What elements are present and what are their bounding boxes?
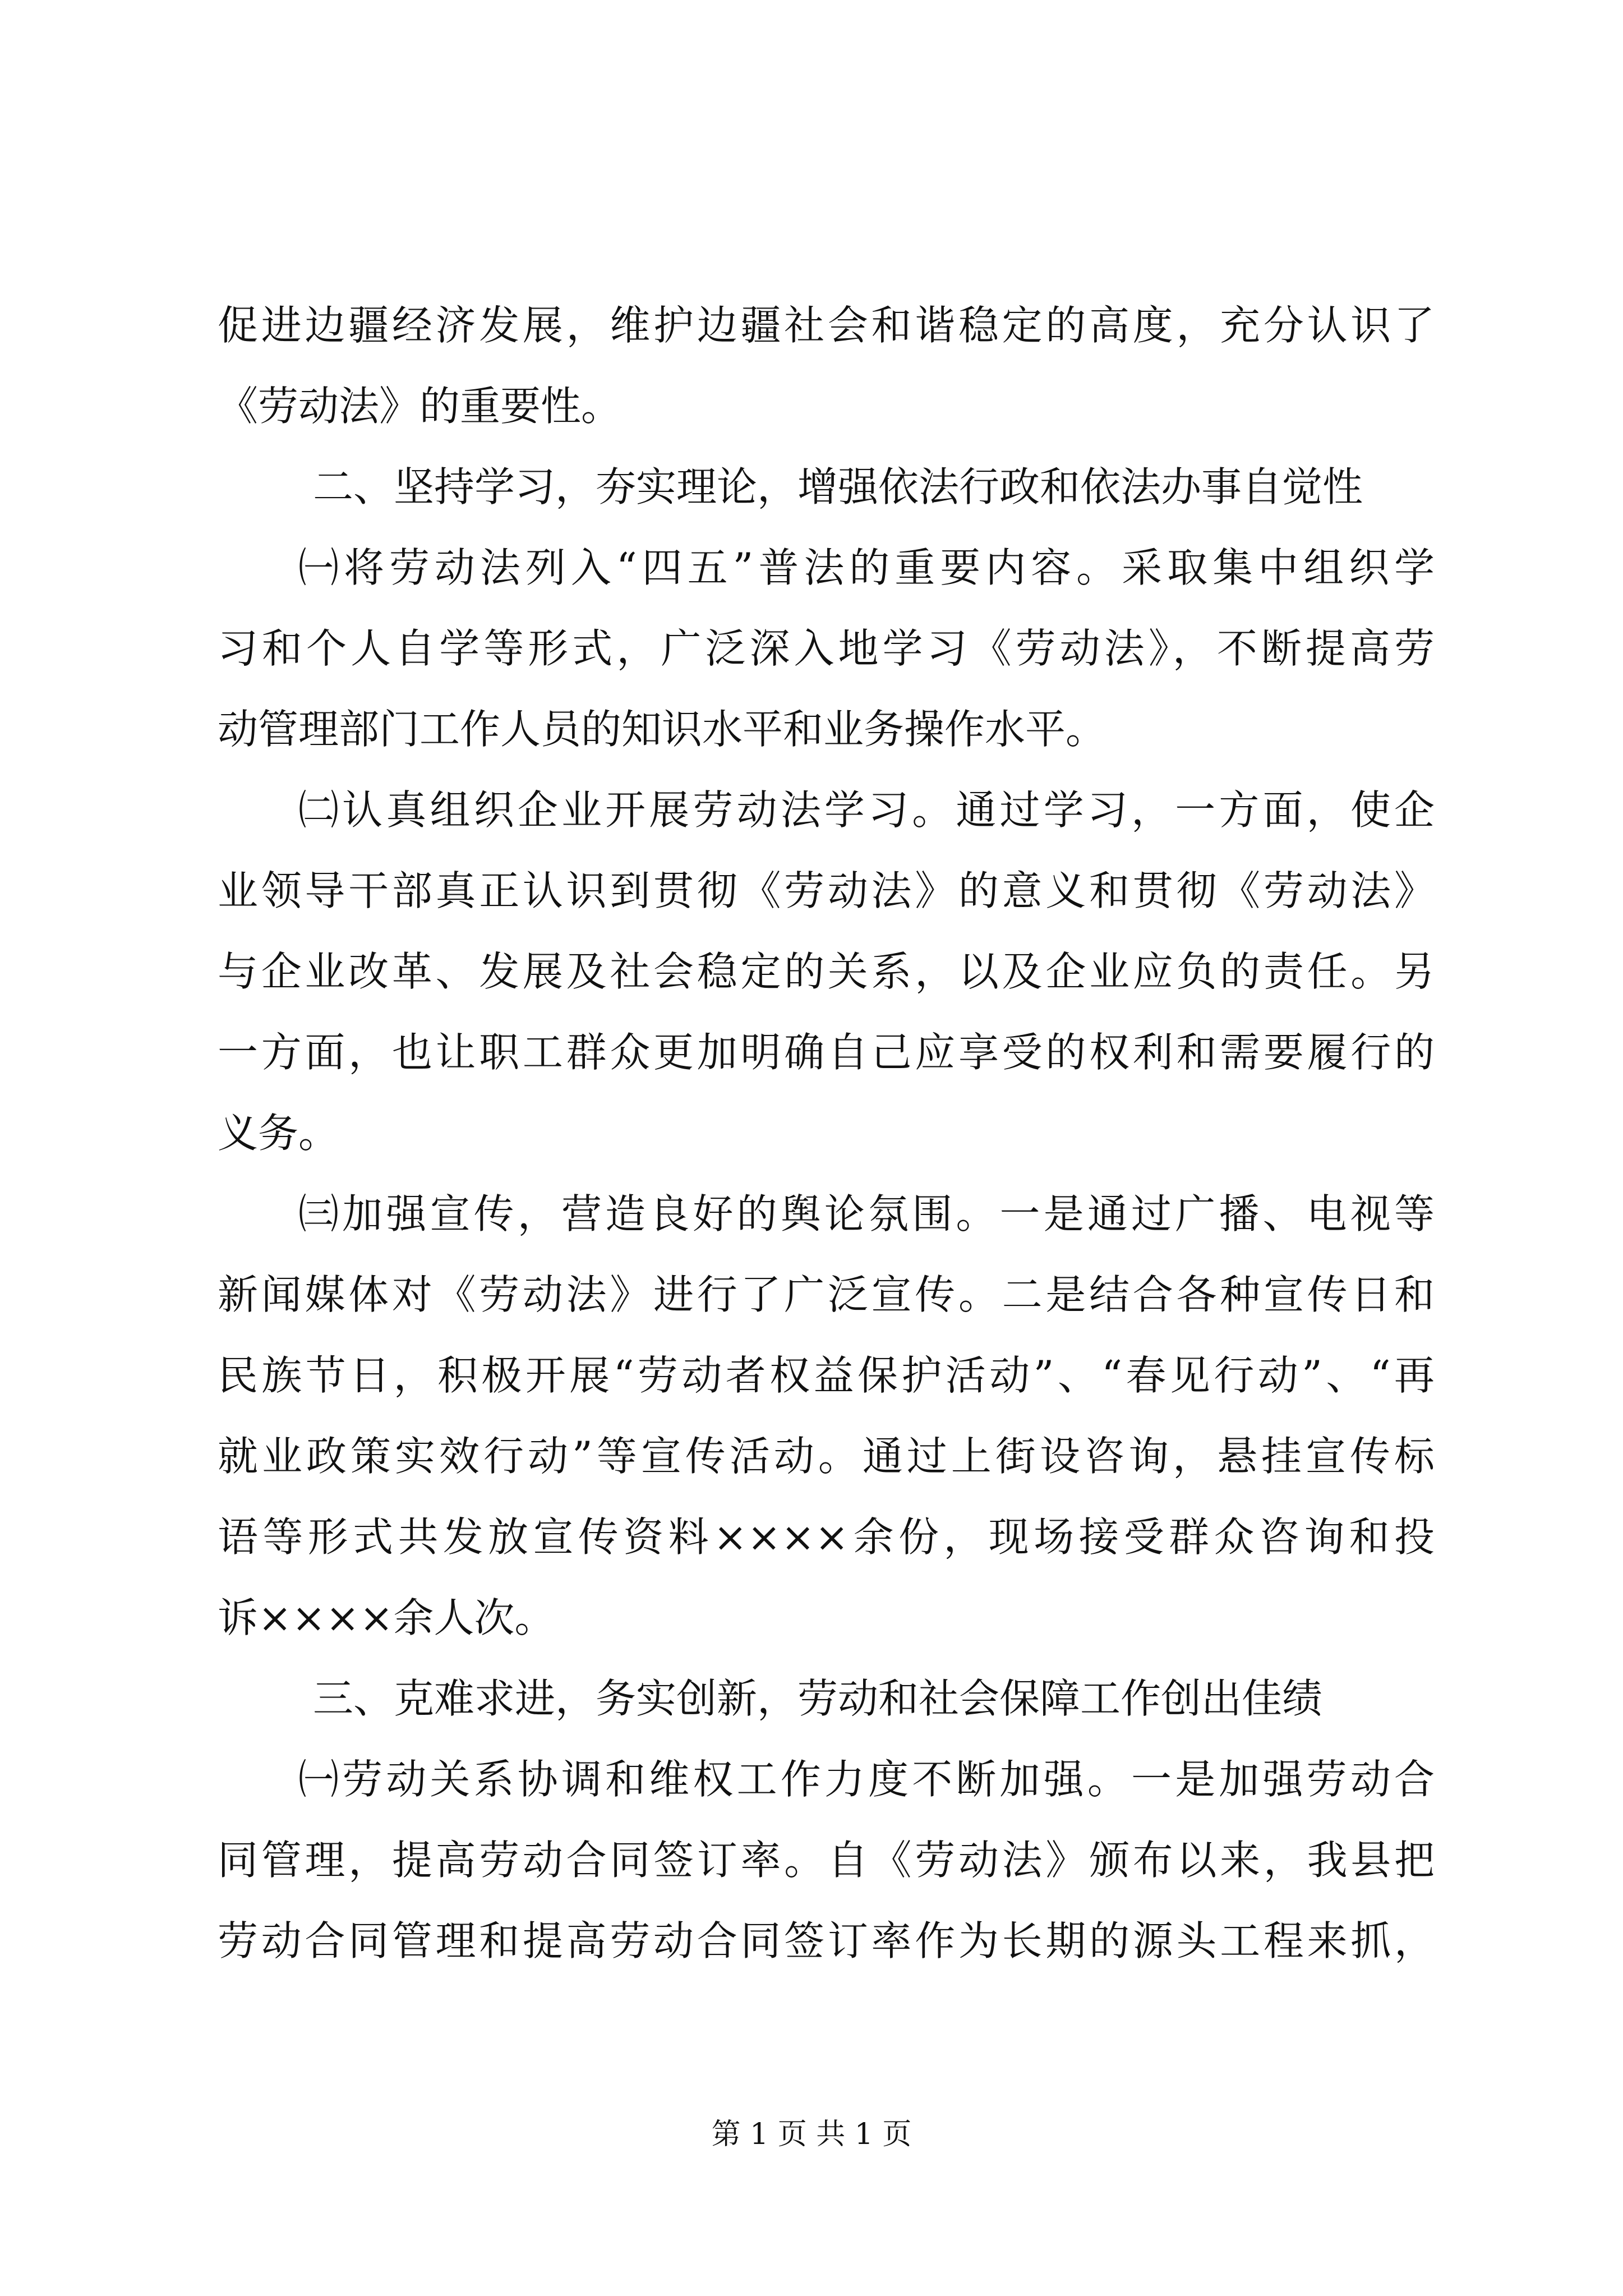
text-line: ㈡认真组织企业开展劳动法学习。通过学习，一方面，使企 [298,786,1435,834]
text-line: 习和个人自学等形式，广泛深入地学习《劳动法》，不断提高劳 [218,625,1435,672]
text-line: 业领导干部真正认识到贯彻《劳动法》的意义和贯彻《劳动法》 [218,867,1435,914]
body-text [218,285,1435,1981]
text-line: 新闻媒体对《劳动法》进行了广泛宣传。二是结合各种宣传日和 [218,1271,1435,1318]
text-line: 语等形式共发放宣传资料××××余份，现场接受群众咨询和投 [218,1513,1435,1561]
text-line: 同管理，提高劳动合同签订率。自《劳动法》颁布以来，我县把 [218,1837,1435,1884]
text-line: 促进边疆经济发展，维护边疆社会和谐稳定的高度，充分认识了 [218,302,1435,349]
text-line: 《劳动法》的重要性。 [218,383,622,430]
text-line: 动管理部门工作人员的知识水平和业务操作水平。 [218,706,1106,753]
text-line: ㈠将劳动法列入“四五”普法的重要内容。采取集中组织学 [298,544,1435,591]
text-line: 民族节日，积极开展“劳动者权益保护活动”、“春见行动”、“再 [218,1352,1435,1399]
text-line: 就业政策实效行动”等宣传活动。通过上街设咨询，悬挂宣传标 [218,1433,1435,1480]
text-line: ㈠劳动关系协调和维权工作力度不断加强。一是加强劳动合 [298,1756,1435,1803]
text-line: 诉××××余人次。 [218,1594,555,1641]
text-line: 义务。 [218,1110,339,1157]
page-footer: 第 1 页 共 1 页 [711,2118,912,2151]
text-line: 与企业改革、发展及社会稳定的关系，以及企业应负的责任。另 [218,948,1435,995]
text-line: 劳动合同管理和提高劳动合同签订率作为长期的源头工程来抓， [218,1917,1435,1964]
section-heading: 三、克难求进，务实创新，劳动和社会保障工作创出佳绩 [313,1675,1323,1722]
text-line: 一方面，也让职工群众更加明确自己应享受的权利和需要履行的 [218,1029,1435,1076]
text-line: ㈢加强宣传，营造良好的舆论氛围。一是通过广播、电视等 [298,1190,1435,1237]
section-heading: 二、坚持学习，夯实理论，增强依法行政和依法办事自觉性 [313,463,1363,510]
